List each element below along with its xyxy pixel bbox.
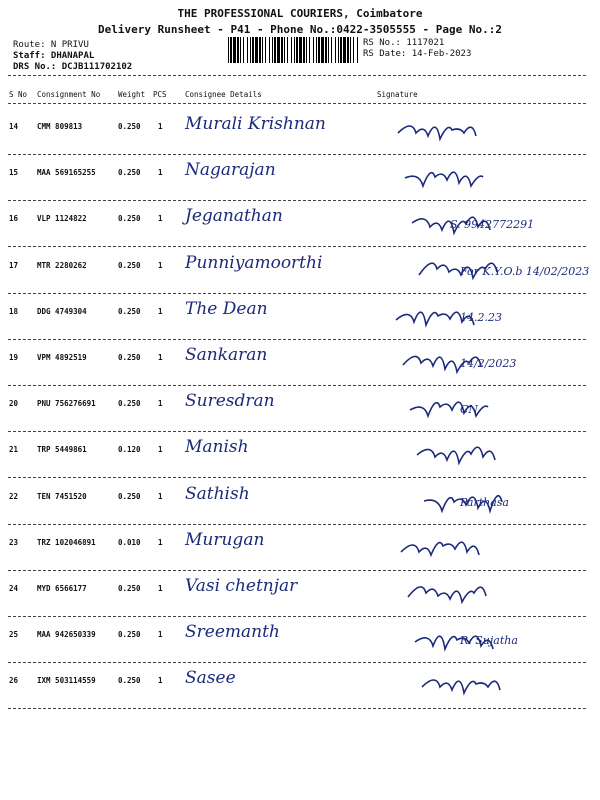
weight-value: 0.250 [118,353,141,362]
table-row [0,249,600,295]
row-divider [8,431,586,432]
table-row [0,526,600,572]
table-row [0,110,600,156]
weight-value: 0.250 [118,214,141,224]
consignee-name-handwritten: Punniyamoorthi [185,252,323,273]
consignment-number: PNU 756276691 [37,399,96,409]
barcode-bar [340,37,342,63]
row-divider [8,477,586,478]
row-divider [8,154,586,155]
consignment-number: MAA 569165255 [37,168,96,178]
header-divider [8,75,586,76]
barcode-bar [243,37,244,63]
barcode-bar [265,37,266,63]
barcode-image [228,37,358,63]
consignment-number: VLP 1124822 [37,214,87,224]
consignment-number: IXM 503114559 [37,676,96,686]
pieces-count: 1 [158,676,163,686]
signature-mark [375,482,575,520]
barcode-bar [240,37,241,63]
consignment-number: VPM 4892519 [37,353,87,362]
signature-mark [375,204,575,242]
serial-number: 18 [9,306,19,316]
table-row [0,341,600,387]
row-divider [8,246,586,247]
table-row [0,618,600,664]
serial-number: 14 [9,122,19,131]
column-divider [8,103,586,104]
consignment-number: MAA 942650339 [37,630,96,640]
barcode-bar [284,37,285,63]
barcode-bar [357,37,358,63]
row-divider [8,524,586,525]
col-consignment: Consignment No [37,90,101,99]
weight-value: 0.250 [118,168,141,178]
serial-number: 23 [9,537,19,547]
row-divider [8,616,586,617]
signature-text: R. Sujatha [460,634,518,648]
barcode-bar [309,37,310,63]
table-row [0,480,600,526]
consignment-number: TRZ 102046891 [37,537,96,547]
table-row [0,156,600,202]
serial-number: 20 [9,399,19,409]
barcode-bar [230,37,232,63]
signature-mark [375,158,575,196]
signature-text: 14/2/2023 [460,357,517,370]
pieces-count: 1 [158,353,163,362]
pieces-count: 1 [158,445,163,455]
barcode-bar [325,37,327,63]
pieces-count: 1 [158,214,163,224]
barcode-bar [343,37,346,63]
barcode-bar [277,37,280,63]
signature-mark [375,574,575,612]
consignee-name-handwritten: Murugan [185,529,265,550]
signature-text: Parthasa [460,495,509,509]
consignee-name-handwritten: Manish [185,437,249,458]
consignee-name-handwritten: Sathish [185,483,250,504]
consignee-name-handwritten: Murali Krishnan [185,114,326,134]
route-label: Route: N PRIVU [13,40,89,50]
serial-number: 22 [9,491,19,501]
signature-mark [375,528,575,566]
pieces-count: 1 [158,399,163,409]
barcode-bar [328,37,329,63]
barcode-bar [237,37,239,63]
table-row [0,664,600,710]
consignee-name-handwritten: Vasi chetnjar [185,576,298,596]
consignment-number: MYD 6566177 [37,584,87,593]
barcode-bar [255,37,258,63]
drs-label: DRS No.: DCJB111702102 [13,62,133,72]
barcode-bar [269,37,270,63]
weight-value: 0.250 [118,260,141,270]
signature-mark [375,343,575,381]
signature-mark [375,666,575,704]
consignee-name-handwritten: Sasee [185,668,236,689]
table-row [0,295,600,341]
consignment-number: DDG 4749304 [37,306,87,316]
barcode-bar [303,37,305,63]
pieces-count: 1 [158,537,163,547]
staff-label: Staff: DHANAPAL [13,51,95,61]
weight-value: 0.250 [118,306,141,316]
col-pcs: PCS [153,90,167,99]
col-sno: S No [9,90,28,99]
barcode-bar [321,37,324,63]
barcode-bar [299,37,302,63]
pieces-count: 1 [158,584,163,593]
pieces-count: 1 [158,630,163,640]
barcode-bar [247,37,248,63]
signature-text: S. 9942772291 [450,218,535,232]
serial-number: 15 [9,168,19,178]
consignee-name-handwritten: Sreemanth [185,622,280,643]
serial-number: 24 [9,584,19,593]
runsheet-subtitle: Delivery Runsheet - P41 - Phone No.:0422-3505555 - Page No.:2 [98,23,502,36]
weight-value: 0.250 [118,399,141,409]
barcode-bar [259,37,261,63]
serial-number: 17 [9,260,19,270]
company-title: THE PROFESSIONAL COURIERS, Coimbatore [177,7,423,20]
barcode-bar [262,37,263,63]
barcode-bar [233,37,236,63]
col-signature: Signature [377,90,418,99]
barcode-bar [350,37,351,63]
weight-value: 0.250 [118,584,141,593]
barcode-bar [318,37,320,63]
barcode-bar [313,37,314,63]
barcode-bar [331,37,332,63]
rs-date: RS Date: 14-Feb-2023 [363,49,472,59]
barcode-bar [353,37,354,63]
serial-number: 25 [9,630,19,640]
barcode-bar [228,37,229,63]
pieces-count: 1 [158,306,163,316]
barcode-bar [316,37,317,63]
row-divider [8,570,586,571]
signature-mark [375,251,590,289]
consignee-name-handwritten: Nagarajan [185,160,276,181]
row-divider [8,339,586,340]
serial-number: 16 [9,214,19,224]
pieces-count: 1 [158,168,163,178]
barcode-bar [291,37,292,63]
barcode-bar [296,37,298,63]
barcode-bar [274,37,276,63]
table-row [0,433,600,479]
weight-value: 0.250 [118,491,141,501]
weight-value: 0.120 [118,445,141,455]
rs-number: RS No.: 1117021 [363,38,445,48]
signature-text: 14.2.23 [460,310,502,324]
table-row [0,572,600,618]
barcode-bar [335,37,336,63]
barcode-bar [306,37,307,63]
signature-mark [375,620,575,658]
row-divider [8,200,586,201]
pieces-count: 1 [158,260,163,270]
col-weight: Weight [118,90,146,99]
consignee-name-handwritten: Sankaran [185,345,268,365]
barcode-bar [338,37,339,63]
consignee-name-handwritten: The Dean [185,298,268,319]
consignment-number: TRP 5449861 [37,445,87,455]
signature-text: For K.Y.O.b 14/02/2023 [460,264,590,278]
weight-value: 0.010 [118,537,141,547]
barcode-bar [281,37,283,63]
barcode-bar [287,37,288,63]
consignment-number: MTR 2280262 [37,260,87,270]
pieces-count: 1 [158,122,163,131]
table-row [0,387,600,433]
weight-value: 0.250 [118,122,141,131]
serial-number: 21 [9,445,19,455]
consignee-name-handwritten: Jeganathan [185,206,283,227]
signature-mark [375,389,575,427]
signature-mark [375,297,575,335]
col-consignee: Consignee Details [185,90,262,99]
pieces-count: 1 [158,491,163,501]
barcode-bar [294,37,295,63]
barcode-bar [250,37,251,63]
row-divider [8,293,586,294]
weight-value: 0.250 [118,676,141,686]
consignment-number: CMM 809813 [37,122,83,131]
table-row [0,202,600,248]
serial-number: 19 [9,353,19,362]
row-divider [8,708,586,709]
signature-mark [375,435,575,473]
barcode-bar [272,37,273,63]
signature-text: CN [460,403,479,417]
weight-value: 0.250 [118,630,141,640]
barcode-bar [252,37,254,63]
barcode-bar [347,37,349,63]
serial-number: 26 [9,676,19,686]
consignment-number: TEN 7451520 [37,491,87,501]
row-divider [8,385,586,386]
consignee-name-handwritten: Suresdran [185,391,275,412]
signature-mark [375,112,575,150]
row-divider [8,662,586,663]
